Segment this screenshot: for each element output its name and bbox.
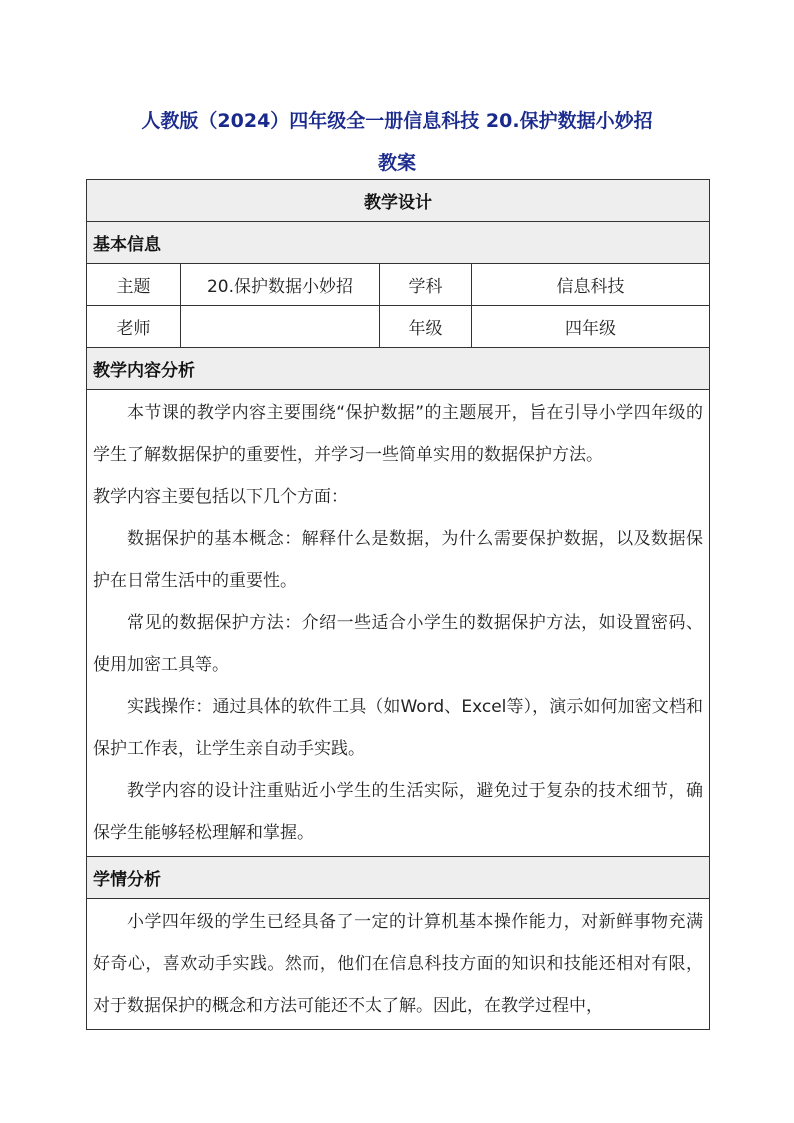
document-title: 人教版（2024）四年级全一册信息科技 20.保护数据小妙招 (141, 110, 653, 132)
section-heading-learner-analysis: 学情分析 (87, 857, 710, 899)
lesson-plan-table (86, 179, 710, 1030)
section-heading-basic-info: 基本信息 (87, 222, 710, 264)
paragraph: 教学内容的设计注重贴近小学生的生活实际，避免过于复杂的技术细节，确保学生能够轻松理解和掌握。 (93, 781, 703, 843)
table-row (87, 264, 710, 306)
teacher-label: 老师 (87, 306, 181, 348)
table-banner: 教学设计 (87, 180, 710, 222)
paragraph: 数据保护的基本概念：解释什么是数据，为什么需要保护数据，以及数据保护在日常生活中的重要性。 (93, 529, 703, 591)
document-subtitle: 教案 (377, 152, 416, 174)
paragraph: 常见的数据保护方法：介绍一些适合小学生的数据保护方法，如设置密码、使用加密工具等。 (93, 613, 703, 675)
learner-analysis-body (87, 899, 710, 1030)
topic-value: 20.保护数据小妙招 (181, 264, 380, 306)
paragraph: 实践操作：通过具体的软件工具（如Word、Excel等），演示如何加密文档和保护工作表，让学生亲自动手实践。 (93, 697, 703, 759)
paragraph: 小学四年级的学生已经具备了一定的计算机基本操作能力，对新鲜事物充满好奇心，喜欢动手实践。然而，他们在信息科技方面的知识和技能还相对有限，对于数据保护的概念和方法可能还不太了解。因此，在教学过程中， (93, 912, 703, 1016)
paragraph: 本节课的教学内容主要围绕“保护数据”的主题展开，旨在引导小学四年级的学生了解数据保护的重要性，并学习一些简单实用的数据保护方法。 (93, 403, 703, 465)
section-heading-content-analysis: 教学内容分析 (87, 348, 710, 390)
subject-label: 学科 (380, 264, 472, 306)
teacher-value (181, 306, 380, 348)
topic-label: 主题 (87, 264, 181, 306)
content-analysis-body (87, 390, 710, 857)
grade-label: 年级 (380, 306, 472, 348)
table-row (87, 306, 710, 348)
subject-value: 信息科技 (472, 264, 710, 306)
paragraph: 教学内容主要包括以下几个方面： (93, 487, 348, 507)
grade-value: 四年级 (472, 306, 710, 348)
